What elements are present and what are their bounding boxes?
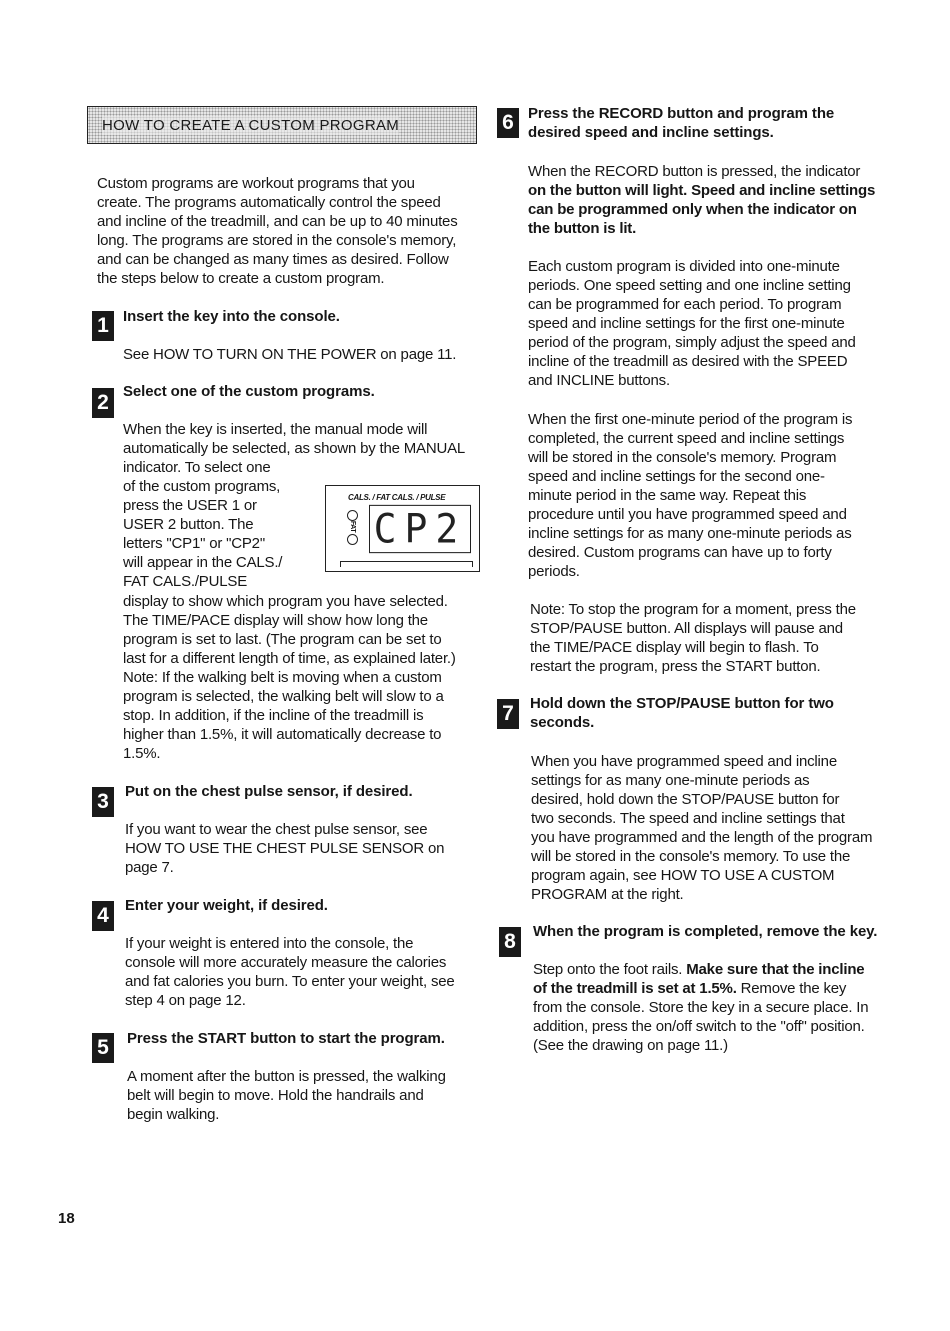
section-title-box (87, 106, 477, 144)
step-1-body: See HOW TO TURN ON THE POWER on page 11. (123, 346, 457, 363)
step-4-badge: 4 (92, 901, 114, 931)
step-1-badge: 1 (92, 311, 114, 341)
step-7-badge: 7 (497, 699, 519, 729)
step-3-badge: 3 (92, 787, 114, 817)
section-title: HOW TO CREATE A CUSTOM PROGRAM (102, 117, 400, 134)
step-4-body: If your weight is entered into the console, the console will more accurately measure the calories and fat calories you burn. To enter your weight, see step 4 on page 12. (125, 935, 455, 1009)
indicator-dot-icon (347, 510, 358, 521)
step-2-body-top: When the key is inserted, the manual mode will automatically be selected, as shown by the MANUAL (123, 421, 466, 457)
step-5-title: Press the START button to start the program. (127, 1030, 445, 1047)
display-bottom-frame (340, 561, 473, 567)
step-7-body: When you have programmed speed and incline settings for as many one-minute periods as desired, hold down the STOP/PAUSE button for two seconds. The speed and incline settings that you have programmed and the length of the program will be stored in the console's memory. To use the program again, see HOW TO USE A CUSTOM PROGRAM at the right. (531, 753, 873, 903)
step-5-badge: 5 (92, 1033, 114, 1063)
step-6-title: Press the RECORD button and program the desired speed and incline settings. (528, 105, 835, 141)
step-1-title: Insert the key into the console. (123, 308, 340, 325)
step-6-paragraph-2: Each custom program is divided into one-minute periods. One speed setting and one incline setting can be programmed for each period. To program speed and incline settings for the first one-minute period of the program, simply adjust the speed and incline of the treadmill as desired with the SPEED and INCLINE buttons. (528, 258, 856, 389)
display-readout: CP2 (369, 505, 471, 553)
step-2-badge: 2 (92, 388, 114, 418)
step-3-body: If you want to wear the chest pulse sensor, see HOW TO USE THE CHEST PULSE SENSOR on page 7. (125, 821, 445, 876)
step-6-paragraph-1: When the RECORD button is pressed, the indicator on the button will light. Speed and incline settings can be programmed only when the indicator on the button is lit. (528, 163, 876, 237)
indicator-dot-icon (347, 534, 358, 545)
page-number: 18 (58, 1210, 75, 1227)
intro-paragraph: Custom programs are workout programs that you create. The programs automatically control the speed and incline of the treadmill, and can be up to 40 minutes long. The programs are stored in the console's memory, and can be changed as many times as desired. Follow the steps below to create a custom program. (97, 175, 458, 287)
step-6-badge: 6 (497, 108, 519, 138)
step-6-paragraph-3: When the first one-minute period of the program is completed, the current speed and incline settings will be stored in the console's memory. Program speed and incline settings for the second one- minute period in the same way. Repeat this procedure until you have programmed speed and incline settings for as many one-minute periods as desired. Custom programs can have up to forty periods. (528, 411, 853, 580)
console-display-illustration (325, 485, 480, 572)
step-2-body-bottom: display to show which program you have selected. The TIME/PACE display will show how long the program is set to last. (The program can be set to last for a different length of time, as explained later.) Note: If the walking belt is moving when a custom program is selected, the walking belt will slow to a stop. In addition, if the incline of the treadmill is higher than 1.5%, it will automatically decrease to 1.5%. (123, 593, 456, 762)
step-5-body: A moment after the button is pressed, the walking belt will begin to move. Hold the handrails and begin walking. (127, 1068, 446, 1123)
step-3-title: Put on the chest pulse sensor, if desired. (125, 783, 413, 800)
display-label: CALS. / FAT CALS. / PULSE (348, 493, 446, 502)
step-2-title: Select one of the custom programs. (123, 383, 375, 400)
step-4-title: Enter your weight, if desired. (125, 897, 328, 914)
step-2-body-narrow: indicator. To select one of the custom programs, press the USER 1 or USER 2 button. The letters "CP1" or "CP2" will appear in the CALS./ FAT CALS./PULSE (123, 459, 283, 590)
display-side-label: FAT (349, 520, 357, 533)
step-8-body: Step onto the foot rails. Make sure that the incline of the treadmill is set at 1.5%. Remove the key from the console. Store the key in a secure place. In addition, press the on/off switch to the "off" position. (See the drawing on page 11.) (533, 961, 869, 1054)
step-6-note: Note: To stop the program for a moment, press the STOP/PAUSE button. All displays will pause and the TIME/PACE display will begin to flash. To restart the program, press the START button. (530, 601, 856, 675)
step-8-badge: 8 (499, 927, 521, 957)
step-8-title: When the program is completed, remove the key. (533, 923, 878, 940)
step-7-title: Hold down the STOP/PAUSE button for two seconds. (530, 695, 834, 731)
